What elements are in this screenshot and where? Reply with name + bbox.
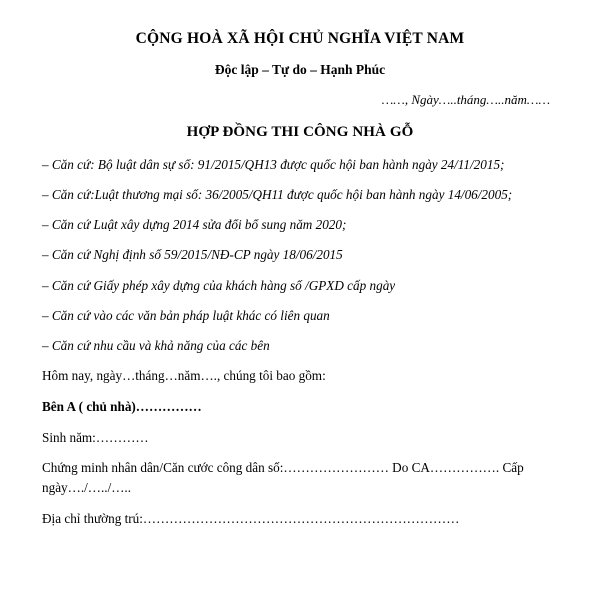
national-motto: Độc lập – Tự do – Hạnh Phúc [214,62,386,77]
contract-title: HỢP ĐỒNG THI CÔNG NHÀ GỖ [186,124,414,140]
basis-item-3: – Căn cứ Luật xây dựng 2014 sửa đổi bổ sung năm 2020; [42,217,347,233]
basis-item-5: – Căn cứ Giấy phép xây dựng của khách hàng số /GPXD cấp ngày [42,277,396,293]
party-a-birth-year: Sinh năm:………… [42,429,149,445]
basis-item-4: – Căn cứ Nghị định số 59/2015/NĐ-CP ngày 18/06/2015 [42,247,343,263]
today-line: Hôm nay, ngày…tháng…năm…., chúng tôi bao gồm: [42,367,326,383]
party-a-heading: Bên A ( chủ nhà)…………… [42,398,202,414]
basis-item-1: – Căn cứ: Bộ luật dân sự số: 91/2015/QH13 được quốc hội ban hành ngày 24/11/2015; [42,157,505,172]
basis-item-2: – Căn cứ:Luật thương mại số: 36/2005/QH11 được quốc hội ban hành ngày 14/06/2005; [42,187,513,203]
date-place-line: ……, Ngày…..tháng…..năm…… [381,92,550,107]
basis-item-7: – Căn cứ nhu cầu và khả năng của các bên [42,337,270,353]
party-a-id-number: Chứng minh nhân dân/Căn cước công dân số:…………………… Do CA……………. Cấp ngày…./…../….. [42,460,524,496]
national-heading: CỘNG HOÀ XÃ HỘI CHỦ NGHĨA VIỆT NAM [135,30,465,47]
basis-item-6: – Căn cứ vào các văn bản pháp luật khác có liên quan [42,307,330,323]
party-a-address: Địa chỉ thường trú:……………………………………………………………… [42,510,460,526]
